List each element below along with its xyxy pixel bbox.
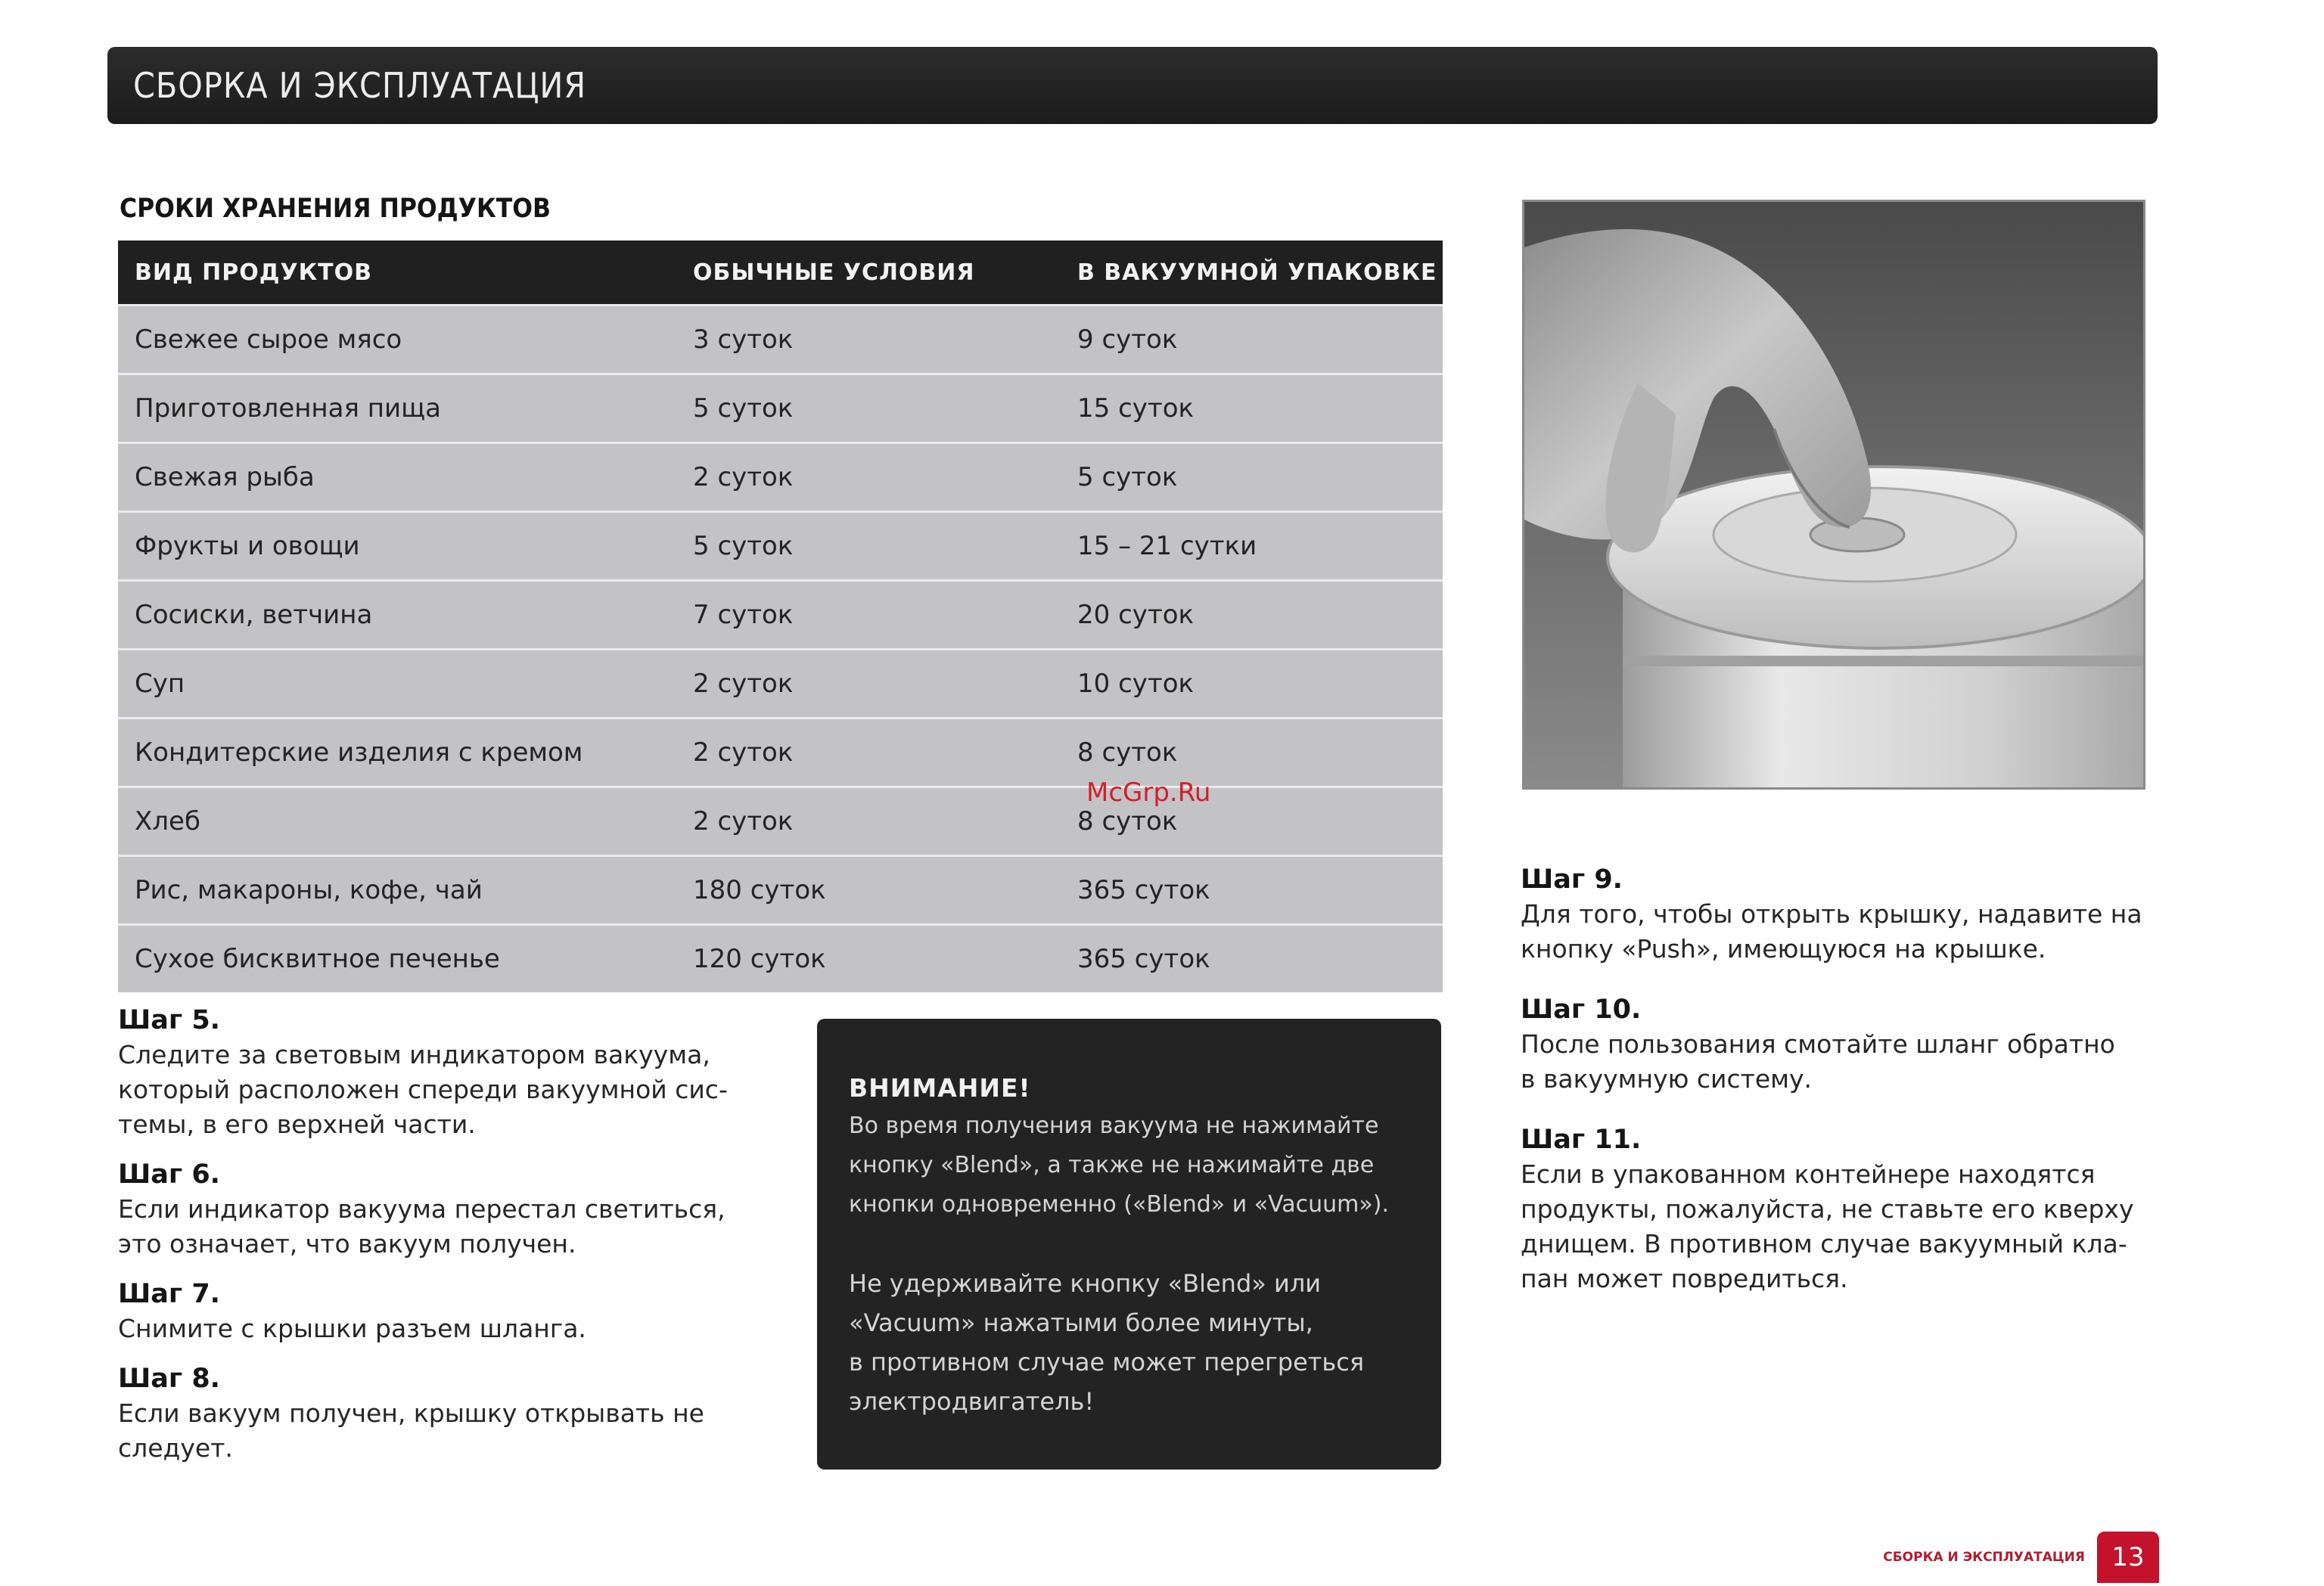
step-heading: Шаг 8.: [118, 1364, 220, 1394]
hand-pressing-lid-illustration: [1524, 202, 2143, 787]
storage-table: [118, 241, 1443, 992]
page-number: 13: [2097, 1532, 2159, 1583]
cell-normal: 180 суток: [676, 856, 1061, 925]
table-row: [118, 925, 1443, 993]
cell-normal: 2 суток: [676, 787, 1061, 856]
cell-product: Сухое бисквитное печенье: [118, 925, 676, 993]
warning-paragraph-2: Не удерживайте кнопку «Blend» или «Vacuum» нажатыми более минуты, в противном случае может перегреться электродвигатель!: [849, 1269, 1365, 1416]
cell-normal: 5 суток: [676, 512, 1061, 581]
table-header-row: [118, 241, 1443, 306]
warning-title: ВНИМАНИЕ!: [849, 1073, 1031, 1103]
table-row: [118, 581, 1443, 650]
table-row: [118, 719, 1443, 787]
step-text: Для того, чтобы открыть крышку, надавите на кнопку «Push», имеющуюся на крышке.: [1521, 899, 2142, 964]
cell-product: Свежее сырое мясо: [118, 306, 676, 374]
table-row: [118, 787, 1443, 856]
step-heading: Шаг 11.: [1521, 1125, 1642, 1155]
cell-vacuum: 365 суток: [1061, 925, 1443, 993]
step-text: Если в упакованном контейнере находятся продукты, пожалуйста, не ставьте его кверху днищем. В противном случае вакуумный кла- пан может повредиться.: [1521, 1159, 2134, 1293]
cell-product: Рис, макароны, кофе, чай: [118, 856, 676, 925]
step-text: После пользования смотайте шланг обратно в вакуумную систему.: [1521, 1029, 2115, 1094]
step-11: [1521, 1122, 2171, 1296]
column-header-normal: ОБЫЧНЫЕ УСЛОВИЯ: [676, 241, 1061, 306]
table-row: [118, 306, 1443, 374]
cell-normal: 2 суток: [676, 650, 1061, 719]
warning-paragraph-1: Во время получения вакуума не нажимайте кнопку «Blend», а также не нажимайте две кнопки одновременно («Blend» и «Vacuum»).: [849, 1113, 1389, 1218]
cell-product: Фрукты и овощи: [118, 512, 676, 581]
section-title: СБОРКА И ЭКСПЛУАТАЦИЯ: [133, 65, 587, 106]
warning-box: [817, 1019, 1441, 1470]
cell-normal: 2 суток: [676, 719, 1061, 787]
table-row: [118, 512, 1443, 581]
cell-product: Суп: [118, 650, 676, 719]
section-header-bar: [107, 47, 2158, 124]
cell-normal: 3 суток: [676, 306, 1061, 374]
lid-push-photo: [1522, 200, 2145, 790]
cell-vacuum: 365 суток: [1061, 856, 1443, 925]
step-heading: Шаг 10.: [1521, 995, 1642, 1025]
step-heading: Шаг 9.: [1521, 864, 1623, 895]
step-text: Следите за световым индикатором вакуума, который расположен спереди вакуумной сис- темы, в его верхней части.: [118, 1040, 728, 1139]
step-6: [118, 1157, 784, 1262]
cell-vacuum: 8 суток: [1061, 719, 1443, 787]
cell-vacuum: 10 суток: [1061, 650, 1443, 719]
step-heading: Шаг 5.: [118, 1005, 220, 1035]
footer-section-label: СБОРКА И ЭКСПЛУАТАЦИЯ: [1883, 1550, 2085, 1565]
step-9: [1521, 862, 2171, 967]
cell-vacuum: 15 – 21 сутки: [1061, 512, 1443, 581]
column-header-product: ВИД ПРОДУКТОВ: [118, 241, 676, 306]
step-10: [1521, 992, 2171, 1097]
cell-normal: 2 суток: [676, 443, 1061, 512]
table-row: [118, 856, 1443, 925]
storage-table-title: СРОКИ ХРАНЕНИЯ ПРОДУКТОВ: [120, 194, 551, 224]
cell-vacuum: 15 суток: [1061, 374, 1443, 443]
step-heading: Шаг 7.: [118, 1279, 220, 1309]
cell-normal: 7 суток: [676, 581, 1061, 650]
column-header-vacuum: В ВАКУУМНОЙ УПАКОВКЕ: [1061, 241, 1443, 306]
cell-product: Свежая рыба: [118, 443, 676, 512]
step-heading: Шаг 6.: [118, 1159, 220, 1190]
table-row: [118, 443, 1443, 512]
step-8: [118, 1361, 784, 1466]
step-text: Если вакуум получен, крышку открывать не следует.: [118, 1398, 704, 1463]
cell-vacuum: 8 суток: [1061, 787, 1443, 856]
step-text: Снимите с крышки разъем шланга.: [118, 1314, 586, 1343]
cell-normal: 120 суток: [676, 925, 1061, 993]
table-row: [118, 374, 1443, 443]
cell-product: Хлеб: [118, 787, 676, 856]
cell-normal: 5 суток: [676, 374, 1061, 443]
table-row: [118, 650, 1443, 719]
cell-vacuum: 5 суток: [1061, 443, 1443, 512]
cell-vacuum: 9 суток: [1061, 306, 1443, 374]
cell-product: Приготовленная пища: [118, 374, 676, 443]
step-5: [118, 1003, 784, 1142]
cell-product: Сосиски, ветчина: [118, 581, 676, 650]
watermark: McGrp.Ru: [1086, 777, 1211, 808]
step-text: Если индикатор вакуума перестал светиться, это означает, что вакуум получен.: [118, 1194, 725, 1259]
step-7: [118, 1277, 784, 1346]
cell-product: Кондитерские изделия с кремом: [118, 719, 676, 787]
cell-vacuum: 20 суток: [1061, 581, 1443, 650]
